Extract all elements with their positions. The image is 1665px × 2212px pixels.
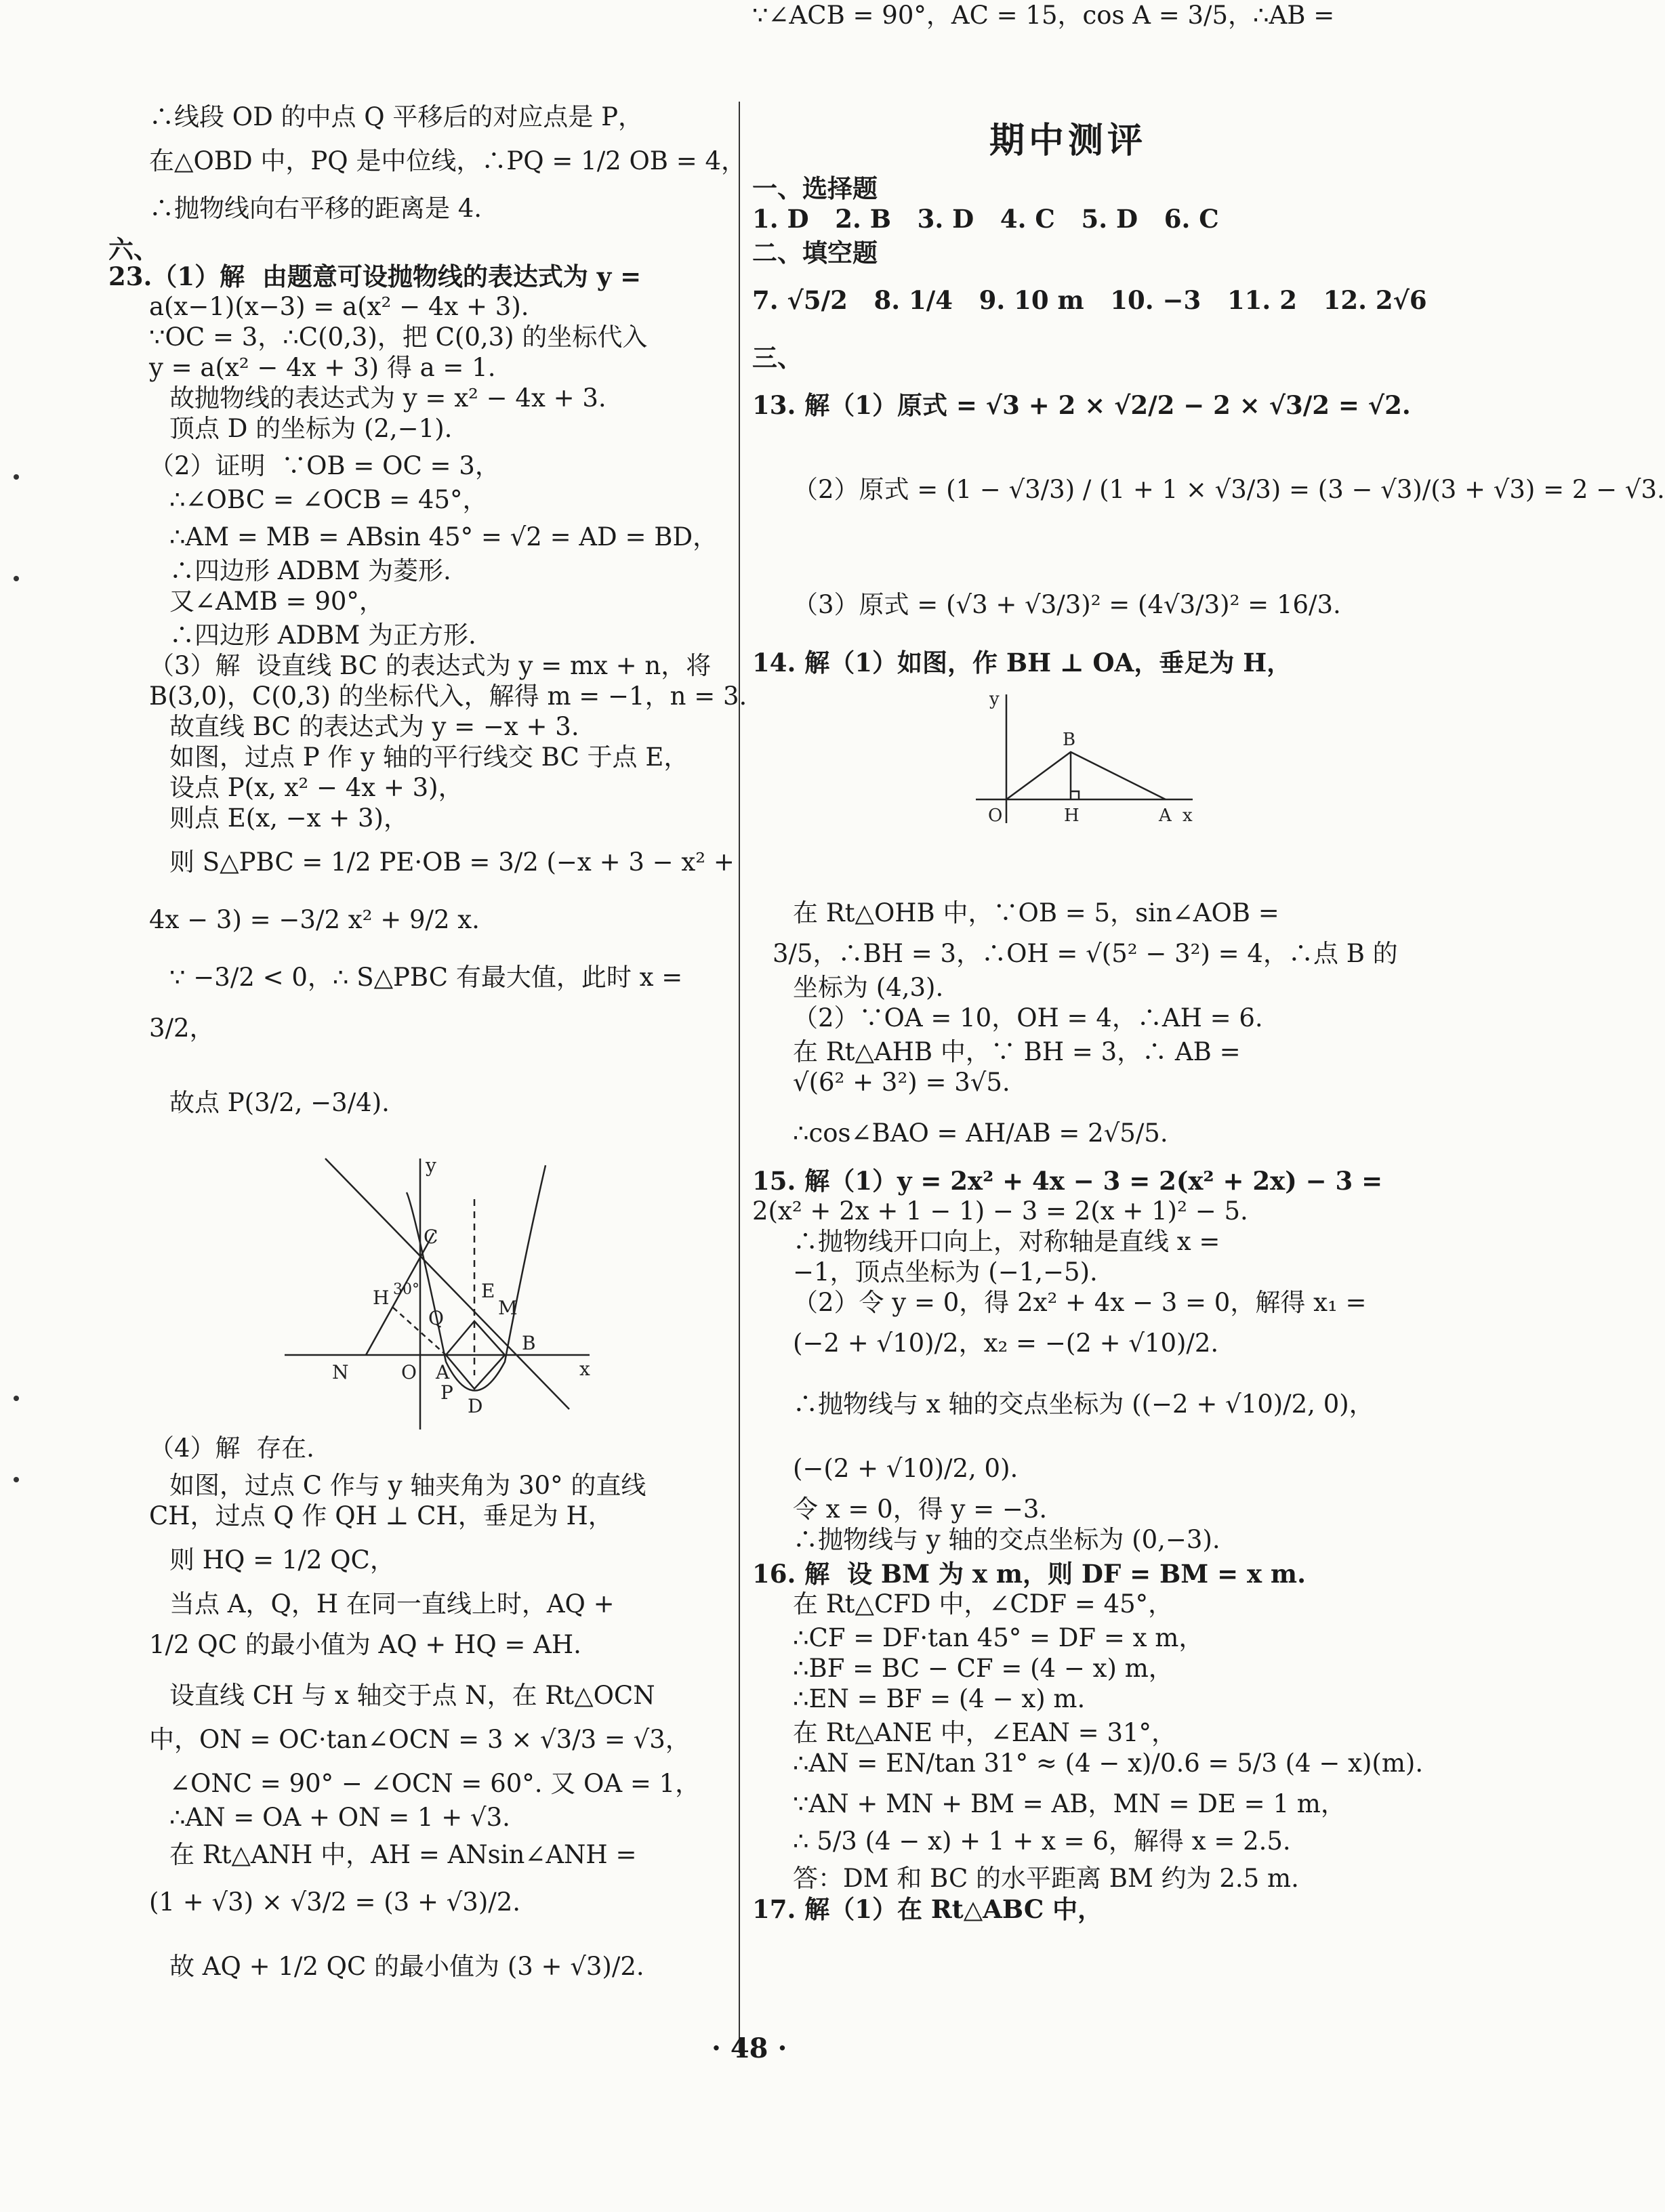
- right-angle-mark: [1071, 791, 1079, 799]
- left-line: ∵OC = 3，∴C(0,3)，把 C(0,3) 的坐标代入: [149, 322, 648, 352]
- left-line: 设直线 CH 与 x 轴交于点 N，在 Rt△OCN: [169, 1681, 655, 1710]
- left-line: a(x−1)(x−3) = a(x² − 4x + 3).: [149, 292, 529, 321]
- fig-label: O: [988, 806, 1003, 826]
- left-line: 4x − 3) = −3/2 x² + 9/2 x.: [149, 905, 480, 934]
- right-line: ∴CF = DF·tan 45° = DF = x m，: [793, 1623, 1204, 1652]
- right-line: 16. 解 设 BM 为 x m，则 DF = BM = x m.: [752, 1559, 1306, 1589]
- fig-label: x: [579, 1358, 590, 1380]
- right-line: 在 Rt△AHB 中，∵ BH = 3，∴ AB =: [793, 1037, 1241, 1066]
- left-column: [108, 0, 747, 2114]
- left-line: 则 HQ = 1/2 QC，: [169, 1545, 395, 1574]
- scan-mark: [14, 474, 19, 480]
- right-line: 一、选择题: [752, 173, 878, 203]
- right-line: ∴cos∠BAO = AH/AB = 2√5/5.: [793, 1119, 1168, 1148]
- right-line: 7. √5/2 8. 1/4 9. 10 m 10. −3 11. 2 12. 2√6: [752, 285, 1427, 315]
- left-line: 设点 P(x, x² − 4x + 3)，: [169, 773, 464, 802]
- left-line: （4）解 存在.: [149, 1434, 314, 1463]
- left-line: ∵ −3/2 < 0，∴ S△PBC 有最大值，此时 x =: [169, 963, 683, 992]
- left-line: 六、: [108, 234, 159, 264]
- fig-label: O: [401, 1361, 417, 1383]
- right-line: 在 Rt△CFD 中，∠CDF = 45°，: [793, 1589, 1174, 1619]
- right-line: ∴AN = EN/tan 31° ≈ (4 − x)/0.6 = 5/3 (4 − x)(m).: [793, 1749, 1424, 1778]
- left-line: ∠ONC = 90° − ∠OCN = 60°. 又 OA = 1，: [169, 1769, 701, 1798]
- right-line: (−(2 + √10)/2, 0).: [793, 1454, 1019, 1483]
- scan-mark: [14, 576, 19, 581]
- left-line: 故 AQ + 1/2 QC 的最小值为 (3 + √3)/2.: [169, 1952, 644, 1981]
- right-line: 在 Rt△ANE 中，∠EAN = 31°，: [793, 1718, 1177, 1747]
- right-line: 15. 解（1）y = 2x² + 4x − 3 = 2(x² + 2x) − 3 =: [752, 1166, 1383, 1196]
- left-line: 则 S△PBC = 1/2 PE·OB = 3/2 (−x + 3 − x² +: [169, 848, 735, 877]
- right-line: 2(x² + 2x + 1 − 1) − 3 = 2(x + 1)² − 5.: [752, 1196, 1248, 1226]
- right-line: 坐标为 (4,3).: [793, 973, 944, 1002]
- fig-label: 30°: [393, 1281, 419, 1298]
- left-line: 如图，过点 P 作 y 轴的平行线交 BC 于点 E，: [169, 743, 689, 772]
- right-line: （2）原式 = (1 − √3/3) / (1 + 1 × √3/3) = (3 − √3)/(3 + √3) = 2 − √3.: [793, 475, 1665, 504]
- left-line: CH，过点 Q 作 QH ⊥ CH，垂足为 H，: [149, 1501, 613, 1530]
- left-line: （3）解 设直线 BC 的表达式为 y = mx + n，将: [149, 651, 712, 680]
- fig-label: P: [440, 1381, 453, 1404]
- scan-mark: [14, 1477, 19, 1482]
- fig-label: y: [426, 1154, 436, 1177]
- column-divider: [739, 102, 740, 2053]
- fig-label: H: [1064, 806, 1080, 826]
- page-number: · 48 ·: [712, 2032, 787, 2064]
- left-line: ∴四边形 ADBM 为菱形.: [169, 556, 451, 585]
- fig-label: B: [522, 1332, 536, 1354]
- right-line: ∵∠ACB = 90°，AC = 15，cos A = 3/5，∴AB =: [752, 1, 1335, 30]
- left-line: 1/2 QC 的最小值为 AQ + HQ = AH.: [149, 1630, 581, 1659]
- section-title: 期中测评: [989, 120, 1147, 161]
- left-line: 中，ON = OC·tan∠OCN = 3 × √3/3 = √3，: [149, 1725, 691, 1754]
- left-line: 故抛物线的表达式为 y = x² − 4x + 3.: [169, 383, 607, 413]
- fig-label: B: [1063, 730, 1076, 750]
- left-line: 则点 E(x, −x + 3)，: [169, 804, 409, 833]
- fig-label: D: [468, 1395, 483, 1417]
- triangle-figure: [969, 684, 1199, 833]
- right-line: 14. 解（1）如图，作 BH ⊥ OA，垂足为 H，: [752, 648, 1292, 677]
- fig-label: C: [424, 1226, 438, 1248]
- right-line: （3）原式 = (√3 + √3/3)² = (4√3/3)² = 16/3.: [793, 590, 1341, 619]
- right-line: −1，顶点坐标为 (−1,−5).: [793, 1257, 1098, 1287]
- right-line: 3/5，∴BH = 3，∴OH = √(5² − 3²) = 4，∴点 B 的: [773, 939, 1398, 968]
- right-line: （2）∵OA = 10，OH = 4，∴AH = 6.: [793, 1003, 1263, 1032]
- right-line: ∴BF = BC − CF = (4 − x) m，: [793, 1654, 1174, 1683]
- right-line: 在 Rt△OHB 中，∵OB = 5，sin∠AOB =: [793, 898, 1279, 927]
- fig-label: y: [989, 689, 1000, 709]
- left-line: ∴AM = MB = ABsin 45° = √2 = AD = BD，: [169, 522, 718, 551]
- scan-mark: [14, 1396, 19, 1401]
- right-line: ∴EN = BF = (4 − x) m.: [793, 1684, 1086, 1713]
- left-line: 在 Rt△ANH 中，AH = ANsin∠ANH =: [169, 1840, 637, 1869]
- left-line: 故直线 BC 的表达式为 y = −x + 3.: [169, 712, 579, 741]
- left-line: 故点 P(3/2, −3/4).: [169, 1088, 390, 1117]
- triangle-oba: [1006, 752, 1166, 799]
- left-line: 当点 A，Q，H 在同一直线上时，AQ +: [169, 1589, 615, 1619]
- left-line: y = a(x² − 4x + 3) 得 a = 1.: [149, 353, 496, 382]
- right-line: （2）令 y = 0，得 2x² + 4x − 3 = 0，解得 x₁ =: [793, 1288, 1367, 1317]
- left-line: 3/2，: [149, 1014, 215, 1043]
- left-line: (1 + √3) × √3/2 = (3 + √3)/2.: [149, 1887, 521, 1917]
- fig-label: N: [332, 1361, 349, 1383]
- left-line: （2）证明 ∵OB = OC = 3，: [149, 451, 500, 480]
- left-line: ∴线段 OD 的中点 Q 平移后的对应点是 P，: [149, 102, 644, 131]
- fig-label: x: [1183, 806, 1193, 826]
- left-line: ∴四边形 ADBM 为正方形.: [169, 621, 476, 650]
- right-line: ∴抛物线开口向上，对称轴是直线 x =: [793, 1227, 1220, 1256]
- fig-label: H: [373, 1287, 390, 1309]
- right-line: ∴抛物线与 x 轴的交点坐标为 ((−2 + √10)/2, 0)，: [793, 1390, 1374, 1419]
- right-line: 13. 解（1）原式 = √3 + 2 × √2/2 − 2 × √3/2 = √2.: [752, 390, 1411, 420]
- right-line: (−2 + √10)/2，x₂ = −(2 + √10)/2.: [793, 1329, 1219, 1358]
- right-line: ∵AN + MN + BM = AB，MN = DE = 1 m，: [793, 1789, 1346, 1818]
- fig-label: Q: [428, 1307, 444, 1329]
- left-line: ∴AN = OA + ON = 1 + √3.: [169, 1803, 510, 1832]
- right-line: √(6² + 3²) = 3√5.: [793, 1068, 1010, 1097]
- right-line: 二、填空题: [752, 238, 878, 268]
- left-line: 顶点 D 的坐标为 (2,−1).: [169, 414, 453, 443]
- left-line: 又∠AMB = 90°，: [169, 587, 384, 616]
- left-line: 23.（1）解 由题意可设抛物线的表达式为 y =: [108, 262, 642, 291]
- parabola-figure: [271, 1152, 596, 1436]
- fig-label: M: [498, 1297, 518, 1319]
- right-line: 令 x = 0，得 y = −3.: [793, 1495, 1048, 1524]
- right-line: 答：DM 和 BC 的水平距离 BM 约为 2.5 m.: [793, 1864, 1299, 1893]
- left-line: 在△OBD 中，PQ 是中位线，∴PQ = 1/2 OB = 4，: [149, 146, 747, 175]
- right-line: 三、: [752, 343, 802, 373]
- fig-label: A: [436, 1361, 450, 1383]
- left-line: ∴抛物线向右平移的距离是 4.: [149, 194, 482, 223]
- right-line: ∴抛物线与 y 轴的交点坐标为 (0,−3).: [793, 1525, 1220, 1554]
- right-line: ∴ 5/3 (4 − x) + 1 + x = 6，解得 x = 2.5.: [793, 1827, 1291, 1856]
- left-line: B(3,0)，C(0,3) 的坐标代入，解得 m = −1，n = 3.: [149, 682, 747, 711]
- fig-label: A: [1159, 806, 1172, 826]
- right-line: 1. D 2. B 3. D 4. C 5. D 6. C: [752, 204, 1219, 234]
- right-line: 17. 解（1）在 Rt△ABC 中，: [752, 1894, 1103, 1924]
- right-column: [752, 0, 1665, 2114]
- left-line: ∴∠OBC = ∠OCB = 45°，: [169, 485, 488, 514]
- left-line: 如图，过点 C 作与 y 轴夹角为 30° 的直线: [169, 1471, 646, 1500]
- parabola-curve: [407, 1165, 546, 1391]
- fig-label: E: [481, 1280, 495, 1302]
